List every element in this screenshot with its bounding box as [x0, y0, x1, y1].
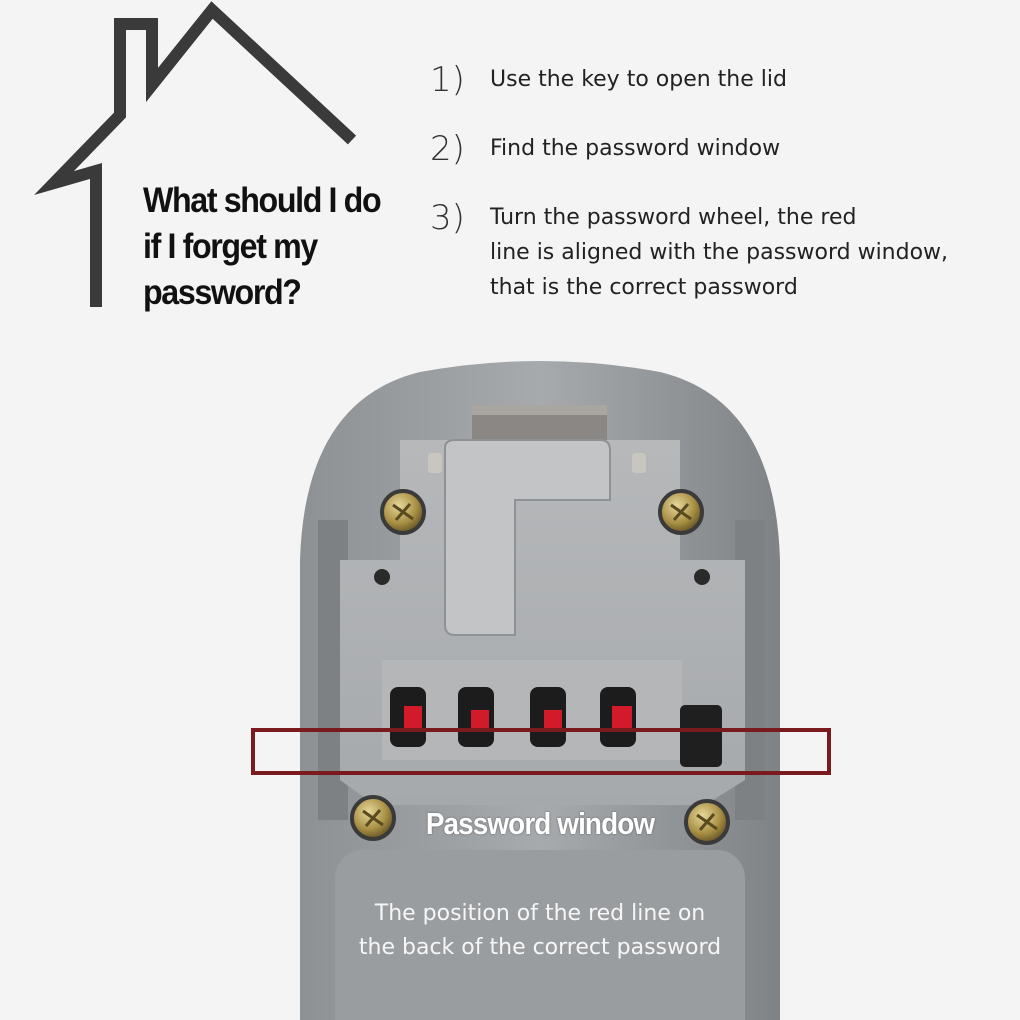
reset-slider [680, 705, 722, 767]
step-line: Turn the password wheel, the red [490, 205, 857, 230]
caption-line: the back of the correct password [358, 935, 722, 960]
step-line: that is the correct password [490, 275, 798, 300]
step-line: Find the password window [490, 136, 781, 161]
question-line: if I forget my [143, 227, 317, 266]
question-line: password? [143, 273, 301, 312]
red-line-caption [300, 897, 780, 965]
password-window-label: Password window [425, 806, 655, 841]
step-line: Use the key to open the lid [490, 67, 787, 92]
step-number: 2) [430, 129, 465, 169]
question-line: What should I do [143, 181, 381, 220]
step-number: 3) [430, 198, 465, 238]
caption-line: The position of the red line on [374, 901, 706, 926]
step-line: line is aligned with the password window, [490, 240, 949, 265]
step-number: 1) [430, 60, 465, 100]
